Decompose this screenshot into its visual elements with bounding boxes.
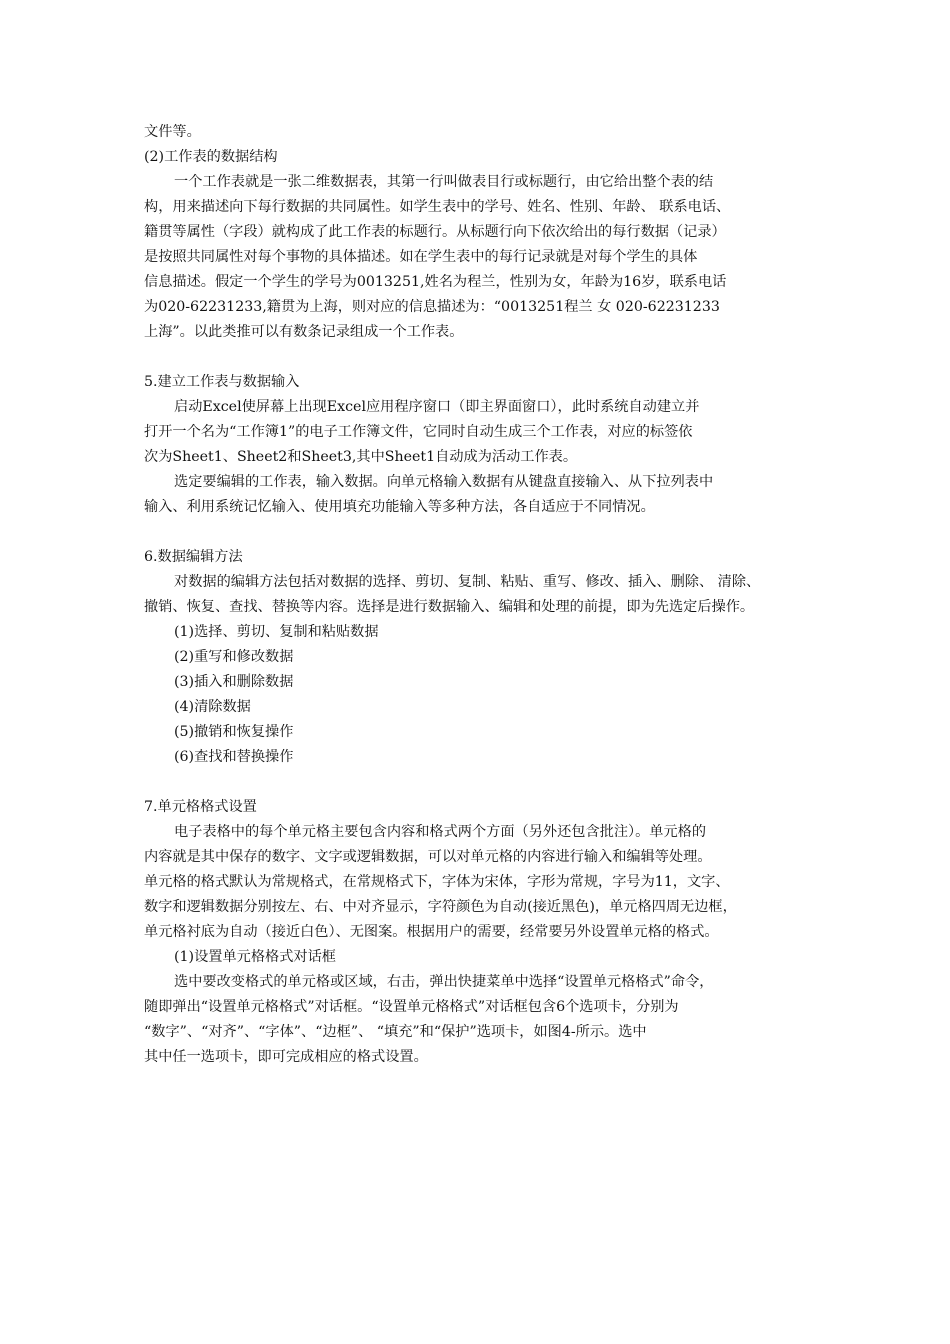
- text-line: 构，用来描述向下每行数据的共同属性。如学生表中的学号、姓名、性别、年龄、 联系电话、: [144, 199, 731, 215]
- text-line: 输入、利用系统记忆输入、使用填充功能输入等多种方法，各自适应于不同情况。: [144, 499, 655, 515]
- text-line: “数字”、“对齐”、“字体”、“边框”、 “填充”和“保护”选项卡，如图4-所示。选中: [144, 1024, 647, 1040]
- text-line: 信息描述。假定一个学生的学号为0013251,姓名为程兰，性别为女，年龄为16岁，联系电话: [144, 274, 727, 290]
- section-heading: 6.数据编辑方法: [144, 549, 243, 565]
- section-heading: 7.单元格格式设置: [144, 799, 257, 815]
- text-line: 随即弹出“设置单元格格式”对话框。“设置单元格格式”对话框包含6个选项卡，分别为: [144, 999, 679, 1015]
- paragraph-gap: [144, 520, 812, 545]
- text-line: 单元格衬底为自动（接近白色）、无图案。根据用户的需要，经常要另外设置单元格的格式。: [144, 924, 719, 940]
- text-line: 单元格的格式默认为常规格式，在常规格式下，字体为宋体，字形为常规，字号为11，文字、: [144, 874, 730, 890]
- text-line: 上海”。以此类推可以有数条记录组成一个工作表。: [144, 324, 464, 340]
- paragraph-gap: [144, 345, 812, 370]
- text-line: 电子表格中的每个单元格主要包含内容和格式两个方面（另外还包含批注）。单元格的: [174, 824, 707, 840]
- text-line: 文件等。: [144, 124, 201, 140]
- text-line: 数字和逻辑数据分别按左、右、中对齐显示，字符颜色为自动(接近黑色)，单元格四周无边框，: [144, 899, 737, 915]
- text-line: 内容就是其中保存的数字、文字或逻辑数据，可以对单元格的内容进行输入和编辑等处理。: [144, 849, 712, 865]
- list-item: (5)撤销和恢复操作: [174, 724, 294, 740]
- text-line: 启动Excel使屏幕上出现Excel应用程序窗口（即主界面窗口），此时系统自动建立并: [174, 399, 700, 415]
- section-cell-format: [144, 795, 812, 1070]
- text-line: 为020-62231233,籍贯为上海，则对应的信息描述为：“0013251程兰 女 020-62231233: [144, 299, 720, 315]
- list-item: (3)插入和删除数据: [174, 674, 294, 690]
- subheading-format-dialog: (1)设置单元格格式对话框: [174, 949, 336, 965]
- text-line: 打开一个名为“工作簿1”的电子工作簿文件，它同时自动生成三个工作表，对应的标签依: [144, 424, 693, 440]
- text-line: 其中任一选项卡，即可完成相应的格式设置。: [144, 1049, 428, 1065]
- text-line: 对数据的编辑方法包括对数据的选择、剪切、复制、粘贴、重写、修改、插入、删除、 清除、: [174, 574, 761, 590]
- section-create-worksheet: [144, 370, 812, 520]
- text-line: 撤销、恢复、查找、替换等内容。选择是进行数据输入、编辑和处理的前提，即为先选定后操作。: [144, 599, 755, 615]
- section-heading: 5.建立工作表与数据输入: [144, 374, 300, 390]
- section-worksheet-structure: [144, 120, 812, 345]
- paragraph-gap: [144, 770, 812, 795]
- text-line: 籍贯等属性（字段）就构成了此工作表的标题行。从标题行向下依次给出的每行数据（记录）: [144, 224, 726, 240]
- text-line: 次为Sheet1、Sheet2和Sheet3,其中Sheet1自动成为活动工作表。: [144, 449, 578, 465]
- list-item: (1)选择、剪切、复制和粘贴数据: [174, 624, 379, 640]
- list-item: (2)重写和修改数据: [174, 649, 294, 665]
- text-line: 是按照共同属性对每个事物的具体描述。如在学生表中的每行记录就是对每个学生的具体: [144, 249, 698, 265]
- text-line: 选中要改变格式的单元格或区域，右击，弹出快捷菜单中选择“设置单元格格式”命令，: [174, 974, 714, 990]
- list-item: (6)查找和替换操作: [174, 749, 294, 765]
- list-item: (4)清除数据: [174, 699, 251, 715]
- document-body: [144, 120, 812, 1070]
- subheading-data-structure: (2)工作表的数据结构: [144, 149, 278, 165]
- section-data-editing: [144, 545, 812, 770]
- text-line: 一个工作表就是一张二维数据表，其第一行叫做表目行或标题行，由它给出整个表的结: [174, 174, 714, 190]
- text-line: 选定要编辑的工作表，输入数据。向单元格输入数据有从键盘直接输入、从下拉列表中: [174, 474, 714, 490]
